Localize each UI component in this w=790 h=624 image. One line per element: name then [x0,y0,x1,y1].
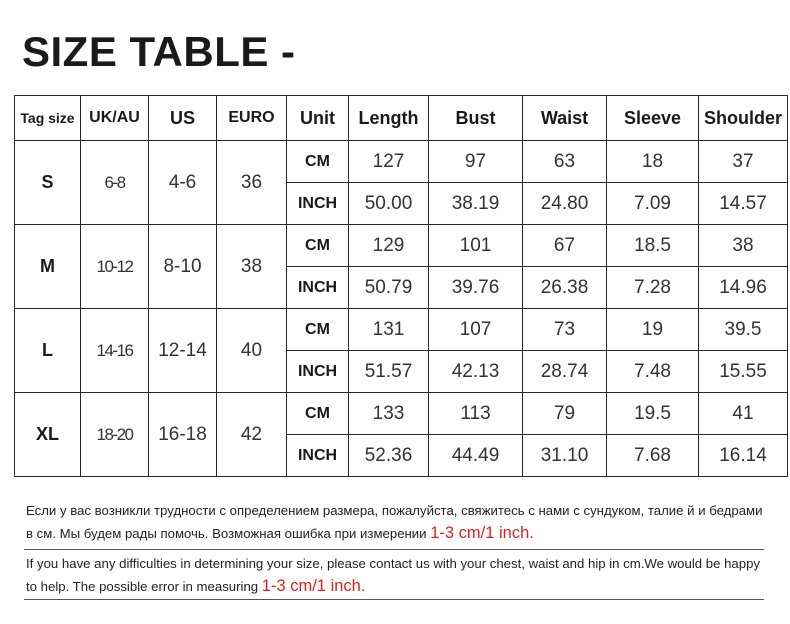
sleeve-cell: 18 [607,141,699,183]
length-cell: 131 [349,309,429,351]
us-cell: 4-6 [149,141,217,225]
unit-cell: INCH [287,183,349,225]
header-euro: EURO [217,96,287,141]
waist-cell: 79 [523,393,607,435]
tag-size-cell: M [15,225,81,309]
tag-size-cell: L [15,309,81,393]
length-cell: 50.79 [349,267,429,309]
sleeve-cell: 18.5 [607,225,699,267]
divider [24,599,764,600]
divider [24,549,764,550]
uk-au-cell: 18-20 [81,393,149,477]
bust-cell: 113 [429,393,523,435]
waist-cell: 31.10 [523,435,607,477]
sleeve-cell: 7.48 [607,351,699,393]
length-cell: 51.57 [349,351,429,393]
english-note [26,553,766,598]
shoulder-cell: 14.57 [699,183,788,225]
size-table [14,95,788,477]
shoulder-cell: 38 [699,225,788,267]
unit-cell: INCH [287,435,349,477]
header-bust: Bust [429,96,523,141]
header-shoulder: Shoulder [699,96,788,141]
bust-cell: 38.19 [429,183,523,225]
waist-cell: 73 [523,309,607,351]
sleeve-cell: 19 [607,309,699,351]
header-unit: Unit [287,96,349,141]
euro-cell: 40 [217,309,287,393]
page-title: SIZE TABLE - [22,28,296,75]
shoulder-cell: 37 [699,141,788,183]
shoulder-cell: 41 [699,393,788,435]
header-sleeve: Sleeve [607,96,699,141]
tag-size-cell: XL [15,393,81,477]
waist-cell: 28.74 [523,351,607,393]
sleeve-cell: 7.09 [607,183,699,225]
uk-au-cell: 6-8 [81,141,149,225]
table-row [15,141,788,183]
unit-cell: INCH [287,267,349,309]
length-cell: 133 [349,393,429,435]
english-error-range: 1-3 cm/1 inch. [261,577,366,595]
unit-cell: CM [287,393,349,435]
russian-error-range: 1-3 cm/1 inch. [430,524,534,542]
uk-au-cell: 10-12 [81,225,149,309]
euro-cell: 38 [217,225,287,309]
unit-cell: CM [287,309,349,351]
bust-cell: 107 [429,309,523,351]
sleeve-cell: 7.28 [607,267,699,309]
us-cell: 16-18 [149,393,217,477]
shoulder-cell: 15.55 [699,351,788,393]
waist-cell: 63 [523,141,607,183]
euro-cell: 42 [217,393,287,477]
header-row [15,96,788,141]
bust-cell: 44.49 [429,435,523,477]
table-row [15,393,788,435]
shoulder-cell: 16.14 [699,435,788,477]
us-cell: 12-14 [149,309,217,393]
russian-note-text: Если у вас возникли трудности с определением размера, пожалуйста, свяжитесь с нами с сундуком, талие й и бедрами в см. Мы будем рады помочь. Возможная ошибка при измерении [26,503,763,541]
header-waist: Waist [523,96,607,141]
table-row [15,225,788,267]
waist-cell: 24.80 [523,183,607,225]
unit-cell: INCH [287,351,349,393]
euro-cell: 36 [217,141,287,225]
header-us: US [149,96,217,141]
shoulder-cell: 39.5 [699,309,788,351]
english-note-text: If you have any difficulties in determining your size, please contact us with your chest, waist and hip in cm.We would be happy to help. The possible error in measuring [26,556,761,594]
bust-cell: 42.13 [429,351,523,393]
russian-note [26,500,766,545]
bust-cell: 39.76 [429,267,523,309]
waist-cell: 67 [523,225,607,267]
header-uk-au: UK/AU [81,96,149,141]
header-length: Length [349,96,429,141]
waist-cell: 26.38 [523,267,607,309]
table-row [15,309,788,351]
uk-au-cell: 14-16 [81,309,149,393]
unit-cell: CM [287,225,349,267]
unit-cell: CM [287,141,349,183]
length-cell: 127 [349,141,429,183]
sleeve-cell: 19.5 [607,393,699,435]
bust-cell: 97 [429,141,523,183]
us-cell: 8-10 [149,225,217,309]
length-cell: 50.00 [349,183,429,225]
length-cell: 52.36 [349,435,429,477]
length-cell: 129 [349,225,429,267]
bust-cell: 101 [429,225,523,267]
tag-size-cell: S [15,141,81,225]
sleeve-cell: 7.68 [607,435,699,477]
header-tag-size: Tag size [15,96,81,141]
shoulder-cell: 14.96 [699,267,788,309]
